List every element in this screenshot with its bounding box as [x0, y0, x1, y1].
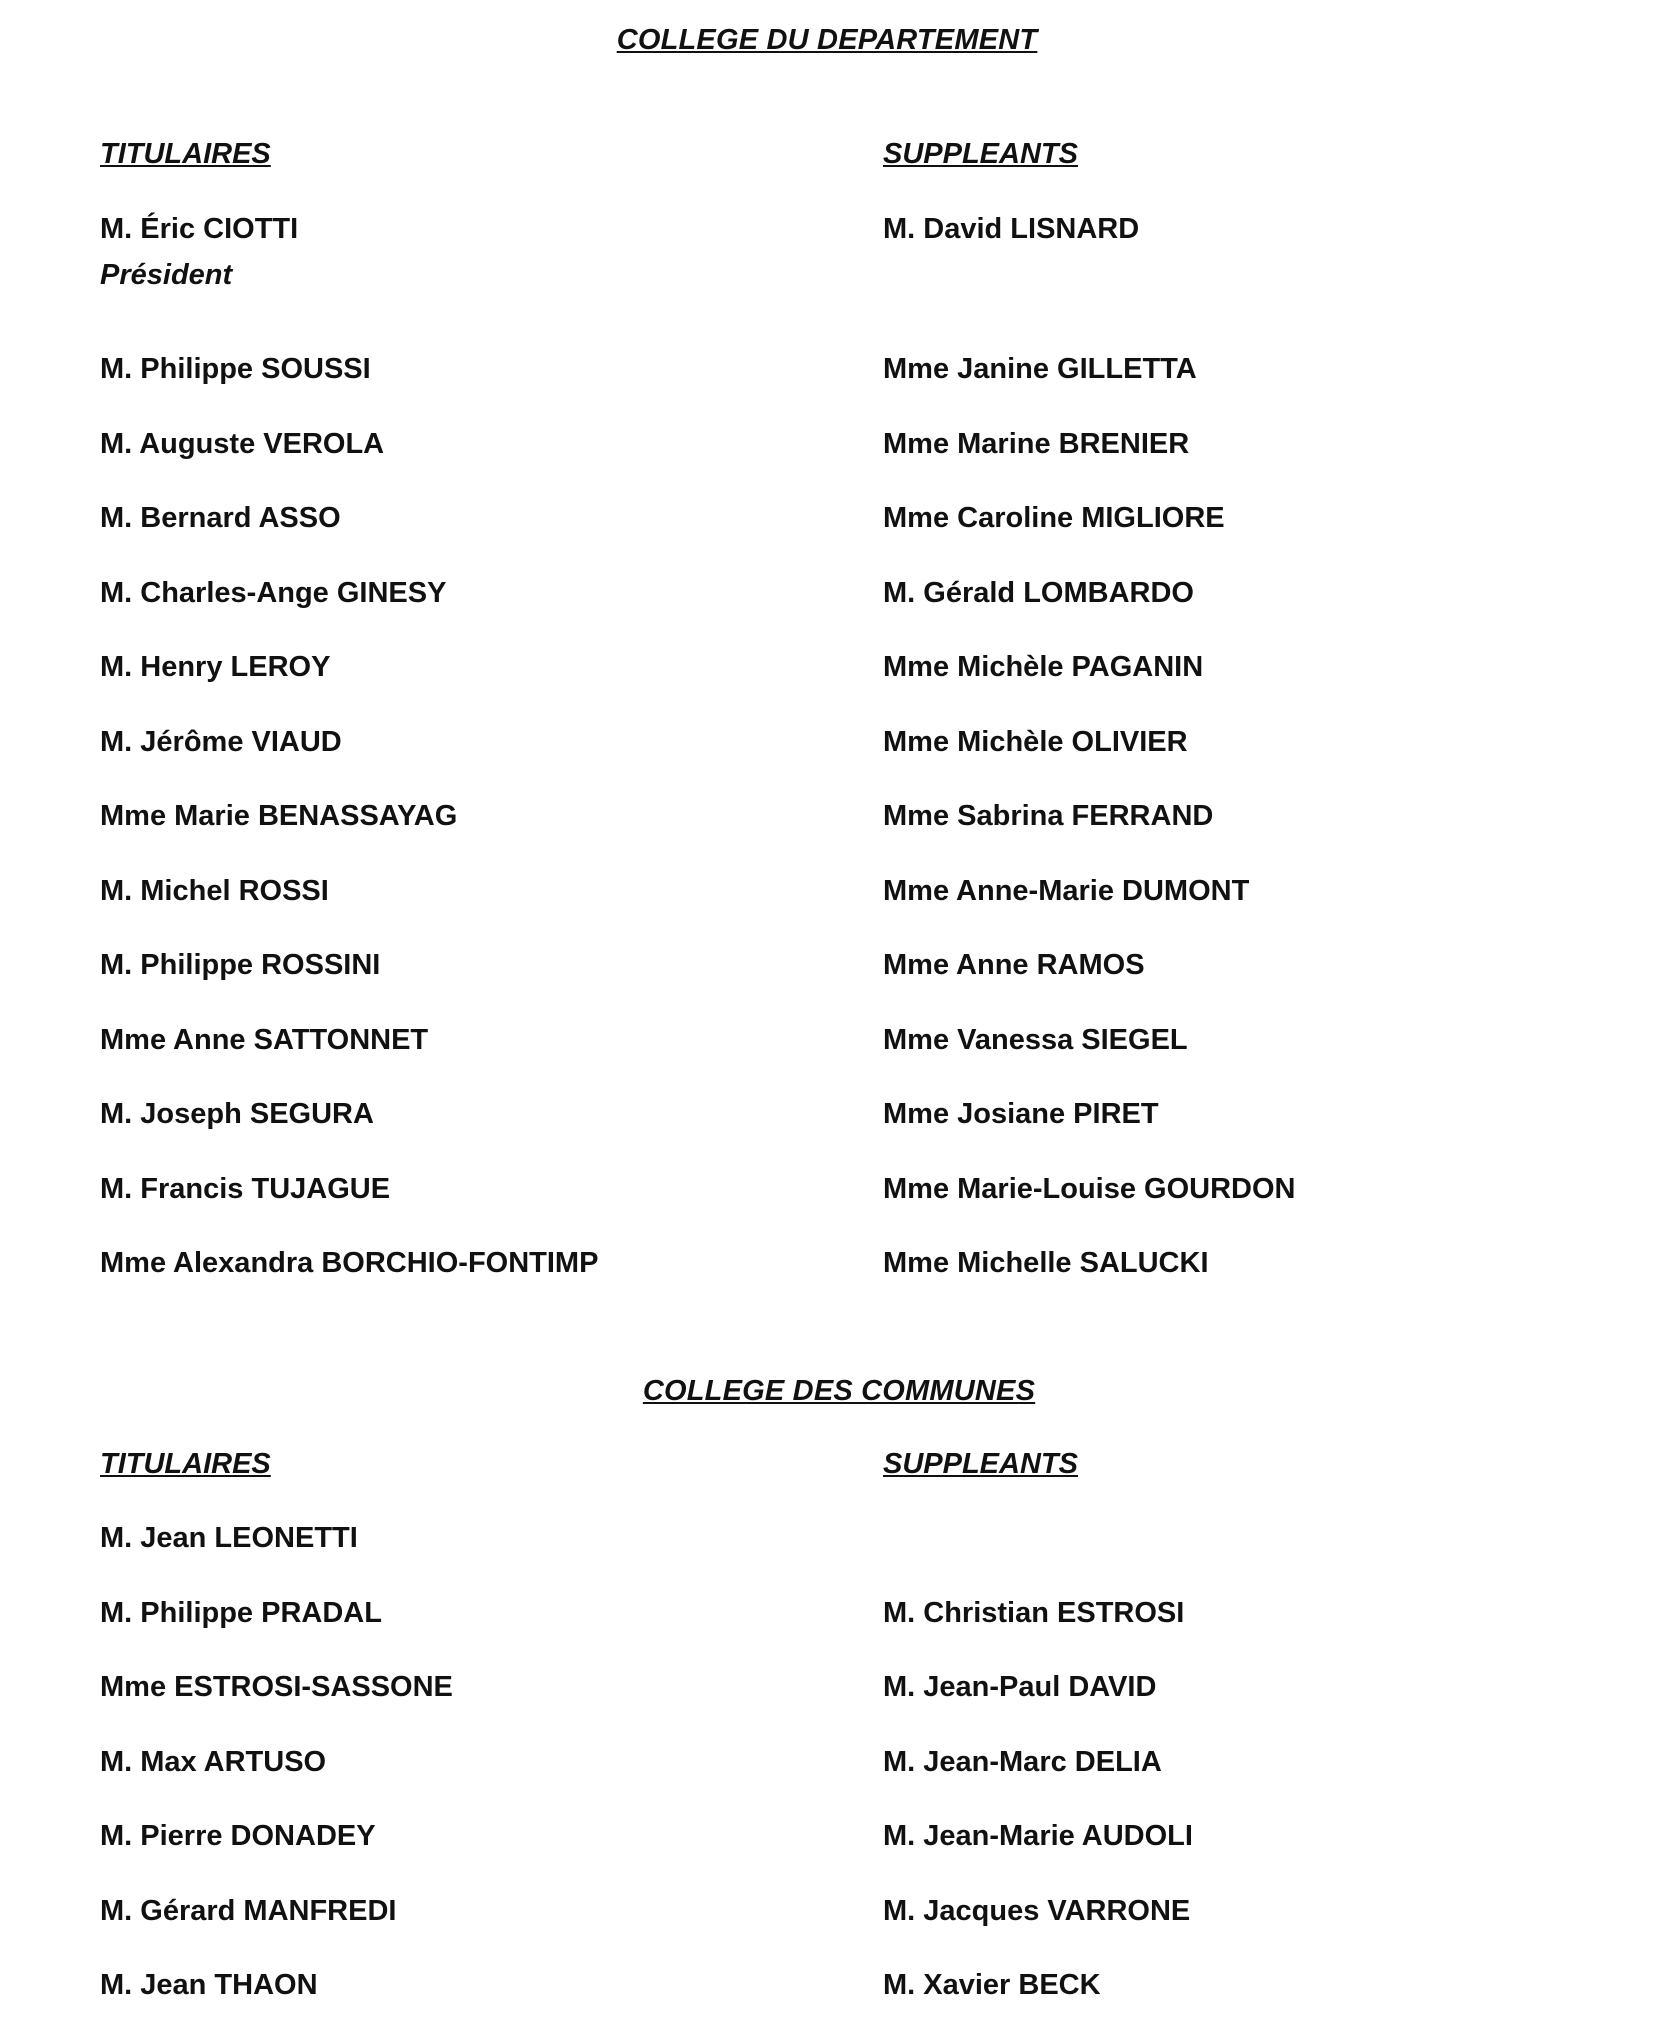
titulaire-name: Mme Marie BENASSAYAG	[100, 800, 458, 832]
suppleant-name: M. Jacques VARRONE	[883, 1894, 1191, 1927]
titulaire-name: M. Charles-Ange GINESY	[100, 576, 447, 609]
titulaire-name: Mme Anne SATTONNET	[100, 1023, 429, 1056]
suppleants-heading-communes: SUPPLEANTS	[883, 1448, 1078, 1480]
titulaires-heading-departement: TITULAIRES	[100, 138, 271, 170]
suppleant-name: Mme Michèle PAGANIN	[883, 651, 1204, 683]
titulaires-heading-communes: TITULAIRES	[100, 1448, 271, 1480]
titulaire-name: M. Philippe PRADAL	[100, 1596, 382, 1629]
suppleant-name: Mme Anne-Marie DUMONT	[883, 874, 1250, 907]
section-title-departement: COLLEGE DU DEPARTEMENT	[616, 24, 1038, 56]
suppleant-name: Mme Janine GILLETTA	[883, 353, 1197, 385]
titulaire-name: Mme Alexandra BORCHIO-FONTIMP	[100, 1247, 599, 1279]
titulaire-name: M. Jean LEONETTI	[100, 1522, 358, 1554]
titulaire-name: M. Pierre DONADEY	[100, 1820, 376, 1852]
president-suppleant: M. David LISNARD	[883, 213, 1140, 245]
section-title-communes: COLLEGE DES COMMUNES	[642, 1375, 1036, 1407]
titulaire-name: M. Bernard ASSO	[100, 502, 341, 534]
suppleant-name: Mme Josiane PIRET	[883, 1098, 1159, 1130]
president-role: Président	[100, 259, 233, 291]
suppleant-name: M. Jean-Marie AUDOLI	[883, 1820, 1193, 1852]
suppleant-name: M. Christian ESTROSI	[883, 1596, 1185, 1629]
suppleant-name: Mme Anne RAMOS	[883, 949, 1145, 981]
suppleant-name: Mme Vanessa SIEGEL	[883, 1023, 1188, 1056]
titulaire-name: M. Joseph SEGURA	[100, 1098, 374, 1130]
suppleant-name: Mme Michelle SALUCKI	[883, 1247, 1209, 1279]
suppleant-name: M. Jean-Paul DAVID	[883, 1671, 1157, 1703]
titulaire-name: M. Henry LEROY	[100, 651, 331, 683]
titulaire-name: M. Philippe SOUSSI	[100, 353, 371, 385]
titulaire-name: M. Philippe ROSSINI	[100, 949, 381, 981]
titulaire-name: M. Max ARTUSO	[100, 1745, 327, 1778]
suppleant-name: M. Xavier BECK	[883, 1969, 1101, 2001]
suppleant-name: Mme Marine BRENIER	[883, 427, 1190, 460]
suppleants-heading-departement: SUPPLEANTS	[883, 138, 1078, 170]
titulaire-name: Mme ESTROSI-SASSONE	[100, 1671, 453, 1703]
suppleant-name: M. Jean-Marc DELIA	[883, 1745, 1162, 1778]
titulaire-name: M. Francis TUJAGUE	[100, 1172, 391, 1205]
suppleant-name: M. Gérald LOMBARDO	[883, 576, 1194, 609]
titulaire-name: M. Gérard MANFREDI	[100, 1894, 397, 1927]
titulaire-name: M. Jérôme VIAUD	[100, 725, 342, 758]
suppleant-name: Mme Marie-Louise GOURDON	[883, 1172, 1296, 1205]
president-name: M. Éric CIOTTI	[100, 213, 299, 245]
suppleant-name: Mme Michèle OLIVIER	[883, 725, 1188, 758]
suppleant-name: Mme Caroline MIGLIORE	[883, 502, 1225, 534]
titulaire-name: M. Auguste VEROLA	[100, 427, 385, 460]
suppleant-name: Mme Sabrina FERRAND	[883, 800, 1214, 832]
titulaire-name: M. Michel ROSSI	[100, 874, 329, 907]
titulaire-name: M. Jean THAON	[100, 1969, 318, 2001]
